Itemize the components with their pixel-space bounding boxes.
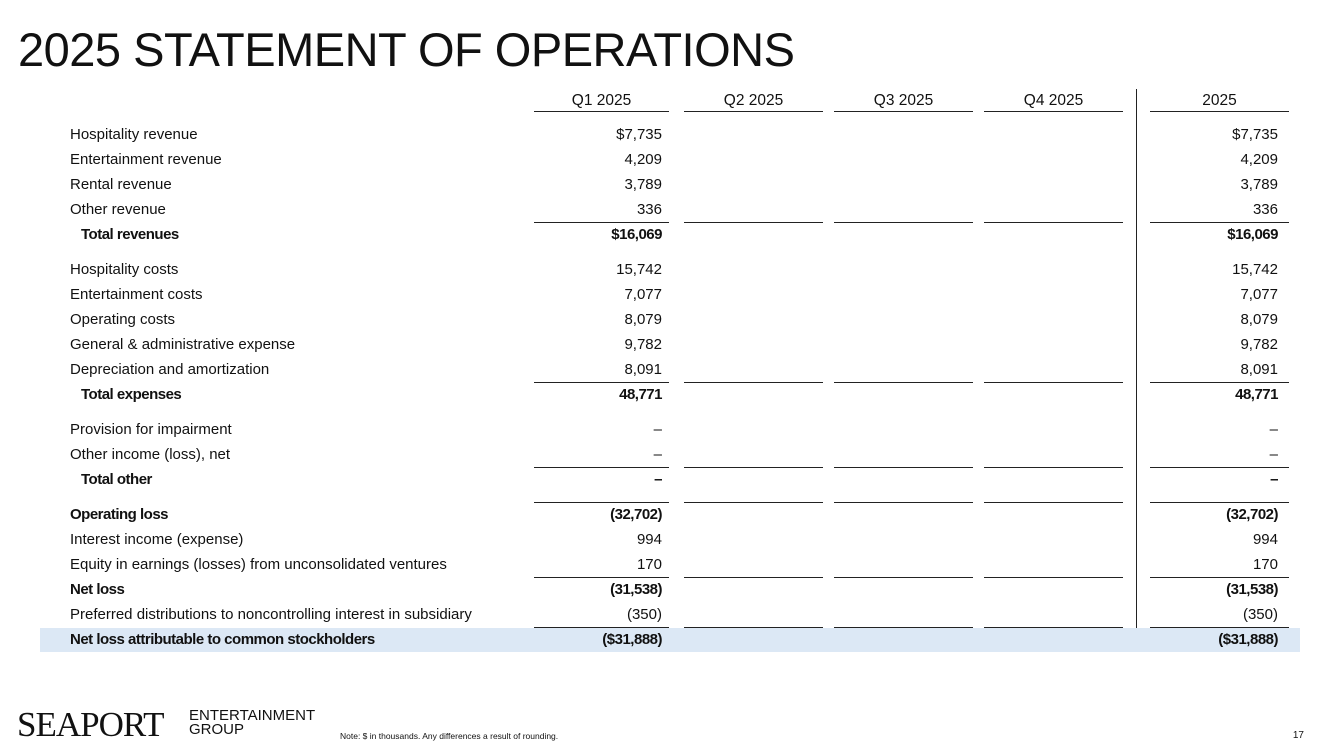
full-year-value: ($31,888) [1218,631,1278,648]
rule [1150,502,1289,503]
row-label: Equity in earnings (losses) from unconsolidated ventures [70,556,447,573]
table-row [40,358,1300,382]
column-header-q3: Q3 2025 [834,91,973,112]
q1-value: – [653,421,662,438]
row-label: Other revenue [70,201,166,218]
logo-subtitle-line-2: GROUP [189,721,245,738]
rule [684,222,823,223]
operating-loss-row [40,503,1300,527]
full-year-value: (32,702) [1226,506,1278,523]
row-label: Total other [81,471,152,488]
page-number: 17 [1292,730,1304,741]
row-label: Provision for impairment [70,421,232,438]
rule [834,222,973,223]
q1-value: (350) [626,606,662,623]
table-row [40,418,1300,442]
rule [684,502,823,503]
full-year-value: (350) [1242,606,1278,623]
total-row [40,383,1300,407]
row-label: Operating costs [70,311,176,328]
table-row [40,528,1300,552]
q1-value: 8,091 [624,361,662,378]
total-row [40,468,1300,492]
q1-value: $7,735 [616,126,662,143]
column-header-full-year: 2025 [1150,91,1289,112]
rule [984,577,1123,578]
table-row [40,198,1300,222]
rule [534,467,669,468]
q1-value: (32,702) [610,506,662,523]
rule [534,577,669,578]
rule [684,467,823,468]
logo-wordmark: SEAPORT [17,705,164,744]
full-year-value: 7,077 [1240,286,1278,303]
rule [984,382,1123,383]
rule [984,467,1123,468]
net-loss-common-row [40,628,1300,652]
full-year-value: 8,091 [1240,361,1278,378]
row-label: Depreciation and amortization [70,361,270,378]
rule [684,382,823,383]
rule [834,627,973,628]
rule [984,627,1123,628]
full-year-value: 9,782 [1240,336,1278,353]
q1-value: ($31,888) [602,631,662,648]
q1-value: 994 [636,531,662,548]
full-year-value: 48,771 [1235,386,1278,403]
rule [834,467,973,468]
full-year-value: 994 [1252,531,1278,548]
table-row [40,258,1300,282]
table-row [40,333,1300,357]
full-year-value: – [1270,471,1278,488]
row-label: Other income (loss), net [70,446,231,463]
net-loss-row [40,578,1300,602]
rule [534,382,669,383]
table-row [40,553,1300,577]
row-label: Total revenues [81,226,179,243]
rule [684,577,823,578]
row-label: Total expenses [81,386,182,403]
rule [1150,627,1289,628]
rule [534,222,669,223]
table-row [40,173,1300,197]
q1-value: 9,782 [624,336,662,353]
q1-value: 336 [636,201,662,218]
full-year-value: $7,735 [1232,126,1278,143]
logo-subtitle-line-1: ENTERTAINMENT [189,707,316,724]
q1-value: (31,538) [610,581,662,598]
row-label: Rental revenue [70,176,172,193]
q1-value: – [654,471,662,488]
rule [834,577,973,578]
rule [1150,467,1289,468]
row-label: Net loss [70,581,125,598]
row-label: Entertainment revenue [70,151,222,168]
rule [984,222,1123,223]
full-year-value: – [1269,446,1278,463]
q1-value: $16,069 [611,226,662,243]
table-row [40,283,1300,307]
total-row [40,223,1300,247]
footnote: Note: $ in thousands. Any differences a result of rounding. [340,731,559,741]
q1-value: 48,771 [619,386,662,403]
full-year-value: (31,538) [1226,581,1278,598]
logo-subtitle [189,709,315,737]
table-row [40,308,1300,332]
q1-value: 3,789 [624,176,662,193]
table-row [40,148,1300,172]
full-year-value: 4,209 [1240,151,1278,168]
full-year-value: 170 [1252,556,1278,573]
page-title: 2025 STATEMENT OF OPERATIONS [18,23,795,76]
row-label: Preferred distributions to noncontrolling interest in subsidiary [70,606,472,623]
rule [1150,222,1289,223]
rule [684,627,823,628]
full-year-value: 336 [1252,201,1278,218]
q1-value: – [653,446,662,463]
rule [534,502,669,503]
rule [534,627,669,628]
q1-value: 4,209 [624,151,662,168]
q1-value: 8,079 [624,311,662,328]
full-year-value: $16,069 [1227,226,1278,243]
row-label: Hospitality revenue [70,126,198,143]
row-label: General & administrative expense [70,336,296,353]
rule [1150,577,1289,578]
row-label: Operating loss [70,506,169,523]
rule [834,382,973,383]
table-row [40,603,1300,627]
q1-value: 7,077 [624,286,662,303]
rule [834,502,973,503]
row-label: Entertainment costs [70,286,203,303]
column-header-q1: Q1 2025 [534,91,669,112]
table-row [40,123,1300,147]
full-year-value: 8,079 [1240,311,1278,328]
column-header-q2: Q2 2025 [684,91,823,112]
full-year-value: 15,742 [1232,261,1278,278]
table-row [40,443,1300,467]
rule [1150,382,1289,383]
full-year-value: 3,789 [1240,176,1278,193]
row-label: Hospitality costs [70,261,179,278]
q1-value: 170 [636,556,662,573]
rule [984,502,1123,503]
row-label: Net loss attributable to common stockholders [70,631,375,648]
row-label: Interest income (expense) [70,531,244,548]
column-header-q4: Q4 2025 [984,91,1123,112]
q1-value: 15,742 [616,261,662,278]
full-year-value: – [1269,421,1278,438]
